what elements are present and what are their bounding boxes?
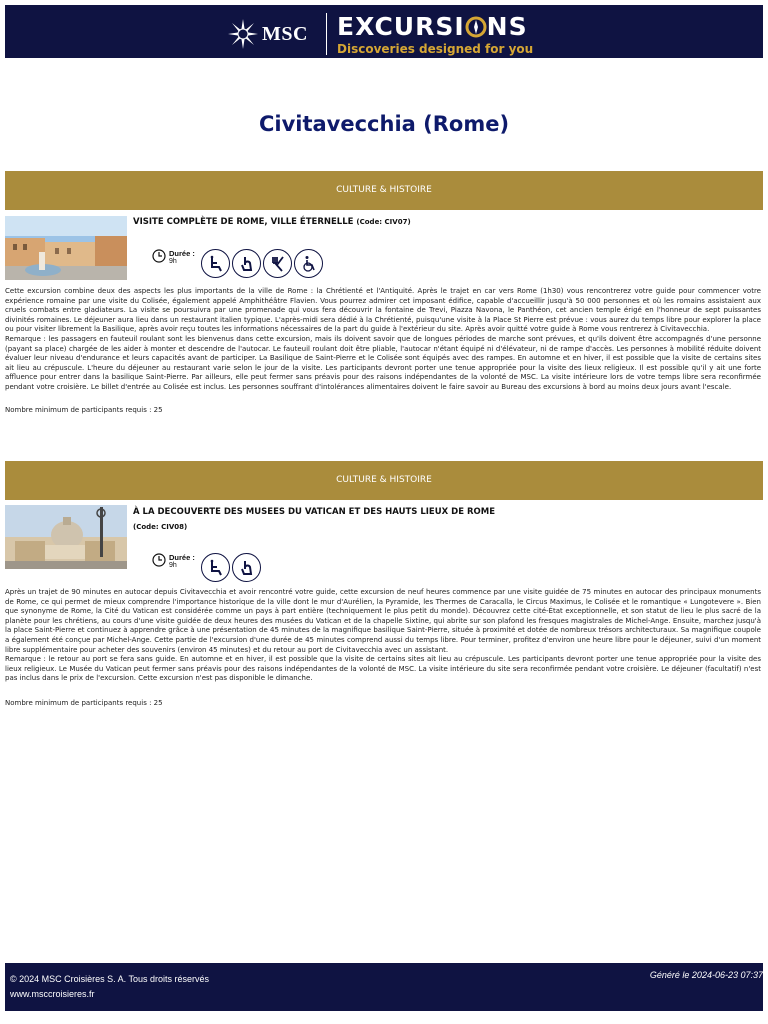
min-participants: Nombre minimum de participants requis : 25: [5, 699, 163, 707]
duration-label: Durée :: [169, 553, 195, 562]
description-remark: Remarque : les passagers en fauteuil roulant sont les bienvenus dans cette excursion, mais ils doivent savoir que de longues périodes de marche sont prévues, et qu'ils doivent être accompagnés d'une personne (payant sa place) chargée de les aider à monter et descendre de l'autocar. Le fauteuil roulant doit être pliable, l'autocar n'étant équipé ni d'élévateur, ni de rampe d'accès. Les personnes à mobilité réduite doivent évaluer leur niveau d'endurance et leurs capacités avant de participer. La Basilique de Saint-Pierre et le Colisée sont équipés avec des rampes. En automne et en hiver, il est possible que la visite de certains sites ait lieu au crépuscule. L'heure du déjeuner au restaurant varie selon le jour de la visite. Les participants devront porter une tenue appropriée pour la visite des lieux religieux. Il est possible qu'il y ait une forte affluence pour entrer dans la basilique Saint-Pierre. Par ailleurs, elle peut fermer sans préavis pour des raisons indépendantes de la volonté de MSC. La visite intérieure lors de votre temps libre sera reconfirmée pendant votre croisière. Le billet d'entrée au Colisée est inclus. Les personnes souffrant d'intolérances alimentaires doivent le faire savoir au Bureau des excursions à bord au moins deux jours avant l'escale.: [5, 334, 761, 391]
excursion-title: À LA DECOUVERTE DES MUSEES DU VATICAN ET DES HAUTS LIEUX DE ROME (Code: CIV08): [133, 507, 496, 531]
msc-excursions-logo: [228, 5, 550, 63]
feature-icons: [201, 249, 323, 278]
utensils-icon: [263, 249, 292, 278]
excursion-title: VISITE COMPLÈTE DE ROME, VILLE ÉTERNELLE (Code: CIV07): [133, 217, 411, 227]
duration-value: 9h: [169, 258, 177, 265]
footer-website-link[interactable]: www.msccroisieres.fr: [10, 989, 95, 999]
description-remark: Remarque : le retour au port se fera sans guide. En automne et en hiver, il est possible que la visite de certains sites ait lieu au crépuscule. Les participants devront porter une tenue appropriée pour la visite des lieux religieux. Le Musée du Vatican peut fermer sans préavis pour des raisons indépendantes de la volonté de MSC. La visite intérieure du site sera reconfirmée pendant votre croisière. Le déjeuner (facultatif) n'est pas inclus dans le prix de l'excursion. Cette excursion n'est pas disponible le dimanche.: [5, 655, 761, 683]
header-banner: [5, 5, 763, 58]
compass-rose-icon: [228, 19, 258, 49]
clock-icon: [152, 249, 166, 263]
generated-timestamp: Généré le 2024-06-23 07:37: [649, 970, 763, 980]
page-title: Civitavecchia (Rome): [258, 112, 510, 136]
clock-icon: [152, 553, 166, 567]
footer: [5, 963, 763, 1011]
feature-icons: [201, 553, 261, 582]
excursion-description: [5, 588, 761, 684]
hand-icon: [232, 553, 261, 582]
tagline: Discoveries designed for you: [337, 42, 534, 56]
description-paragraph: Cette excursion combine deux des aspects les plus importants de la ville de Rome : la Chrétienté et l'Antiquité. Après le trajet en car vers Rome (1h30) vous rencontrerez votre guide pour commencer votre expérience romaine par une visite du Colisée, également appelé Amphithéâtre Flavien. Vous pourrez admirer cet imposant édifice, capable d'accueillir jusqu'à 50 000 personnes et où les romains assistaient aux cruels combats entre gladiateurs. La visite se poursuivra par une promenade qui vous fera découvrir la fontaine de Trevi, Piazza Navona, le Panthéon, cet ancien temple érigé en l'honneur de sept puissantes divinités romaines. Le déjeuner aura lieu dans un restaurant italien typique. L'après-midi sera dédié à la Chrétienté, puisqu'une visite à la Place St Pierre est prévue : vous aurez du temps libre pour explorer la place ou pour visiter librement la Basilique, après avoir reçu toutes les informations nécessaires de la part du guide à l'extérieur du site. Après avoir quitté votre guide à Rome vous rentrerez à Civitavecchia.: [5, 287, 761, 334]
seat-icon: [201, 249, 230, 278]
duration-value: 9h: [169, 562, 177, 569]
duration: [152, 553, 195, 570]
excursions-wordmark: [337, 12, 533, 56]
excursions-title: EXCURSI NS: [337, 12, 528, 41]
wheelchair-icon: [294, 249, 323, 278]
excursion-code: (Code: CIV07): [356, 218, 411, 226]
msc-brand: [228, 19, 324, 49]
category-bar: CULTURE & HISTOIRE: [5, 461, 763, 500]
logo-divider: [326, 13, 327, 55]
seat-icon: [201, 553, 230, 582]
excursion-code: (Code: CIV08): [133, 523, 188, 531]
hand-icon: [232, 249, 261, 278]
footer-copyright: © 2024 MSC Croisières S. A. Tous droits réservés: [10, 974, 210, 984]
min-participants: Nombre minimum de participants requis : 25: [5, 406, 163, 414]
brand-name: MSC: [262, 22, 308, 45]
duration: [152, 249, 195, 266]
duration-label: Durée :: [169, 249, 195, 258]
excursion-thumbnail-vatican: [5, 505, 127, 569]
globe-o-icon: [465, 16, 487, 38]
description-paragraph: Après un trajet de 90 minutes en autocar depuis Civitavecchia et avoir rencontré votre guide, cette excursion de neuf heures commence par une visite guidée de 75 minutes en autocar des principaux monuments de Rome, ce qui permet de mieux comprendre l'importance historique de la ville dont le mur d'Aurélien, la Pyramide, les Thermes de Caracalla, le Circus Maximus, le Colisée et le romantique « Lungotevere ». Bien que synonyme de Rome, la Cité du Vatican est considérée comme un pays à part entière (techniquement le plus petit du monde). Découvrez cette cité-État exceptionnelle, et son statut de lieu le plus sacré de la planète pour les chrétiens, au cours d'une visite guidée de deux heures des musées du Vatican et de la chapelle Sixtine, qui abrite sur son plafond les fresques magistrales de Michel-Ange. Ensuite, marchez jusqu'à la place Saint-Pierre et continuez à apprendre grâce à une présentation de 45 minutes de la magnifique basilique Saint-Pierre, située à proximité et dotée de nombreux trésors architecturaux. Sa magnifique coupole a également été conçue par Michel-Ange. Cette partie de l'excursion d'une durée de 45 minutes comprend aussi du temps libre. Pour terminer, profitez d'environ une heure libre pour le déjeuner, suivi d'un moment libre supplémentaire pour acheter des souvenirs (environ 45 minutes) et du retour au port de Civitavecchia avec un assistant.: [5, 588, 761, 654]
excursion-description: [5, 287, 761, 393]
excursion-thumbnail-rome: [5, 216, 127, 280]
category-bar: CULTURE & HISTOIRE: [5, 171, 763, 210]
